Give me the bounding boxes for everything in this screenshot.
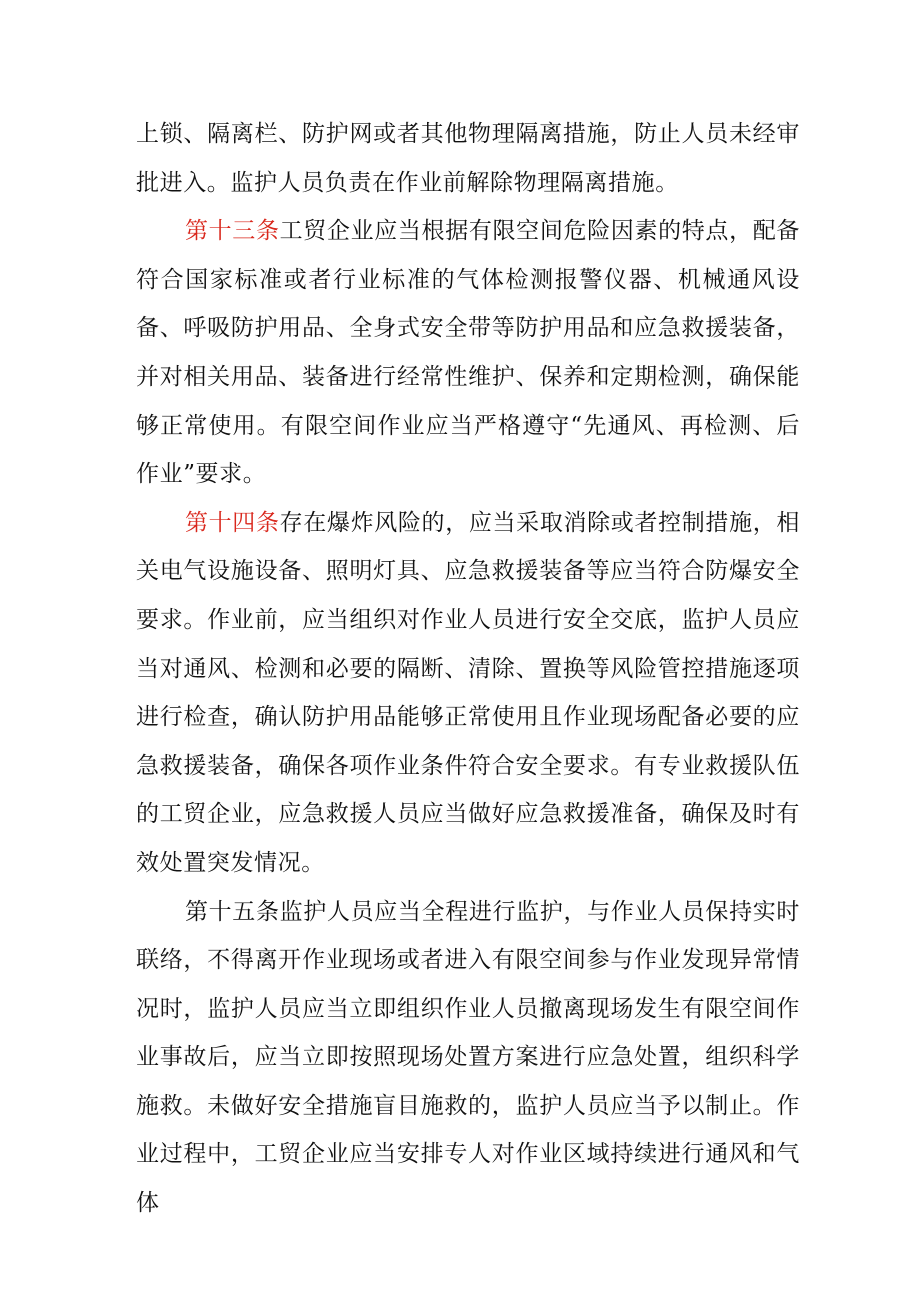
paragraph-article-13 (136, 207, 800, 499)
article-number: 第十五条 (185, 898, 280, 925)
paragraph-article-15 (136, 888, 800, 1228)
paragraph-text: 存在爆炸风险的，应当采取消除或者控制措施，相关电气设施设备、照明灯具、应急救援装备等应当符合防爆安全要求。作业前，应当组织对作业人员进行安全交底，监护人员应当对通风、检测和必要的隔断、清除、置换等风险管控措施逐项进行检查，确认防护用品能够正常使用且作业现场配备必要的应急救援装备，确保各项作业条件符合安全要求。有专业救援队伍的工贸企业，应急救援人员应当做好应急救援准备，确保及时有效处置突发情况。 (136, 509, 800, 876)
paragraph-article-14 (136, 499, 800, 888)
article-number: 第十三条 (185, 218, 280, 245)
paragraph-text: 上锁、隔离栏、防护网或者其他物理隔离措施，防止人员未经审批进入。监护人员负责在作业前解除物理隔离措施。 (136, 121, 800, 196)
paragraph-continuation (136, 110, 800, 207)
paragraph-text: 工贸企业应当根据有限空间危险因素的特点，配备符合国家标准或者行业标准的气体检测报警仪器、机械通风设备、呼吸防护用品、全身式安全带等防护用品和应急救援装备，并对相关用品、装备进行经常性维护、保养和定期检测，确保能够正常使用。有限空间作业应当严格遵守“先通风、再检测、后作业”要求。 (136, 218, 800, 488)
document-page (136, 110, 800, 1228)
article-number: 第十四条 (185, 509, 280, 536)
paragraph-text: 监护人员应当全程进行监护，与作业人员保持实时联络，不得离开作业现场或者进入有限空间参与作业发现异常情况时，监护人员应当立即组织作业人员撤离现场发生有限空间作业事故后，应当立即按照现场处置方案进行应急处置，组织科学施救。未做好安全措施盲目施救的，监护人员应当予以制止。作业过程中，工贸企业应当安排专人对作业区域持续进行通风和气体 (136, 898, 800, 1217)
